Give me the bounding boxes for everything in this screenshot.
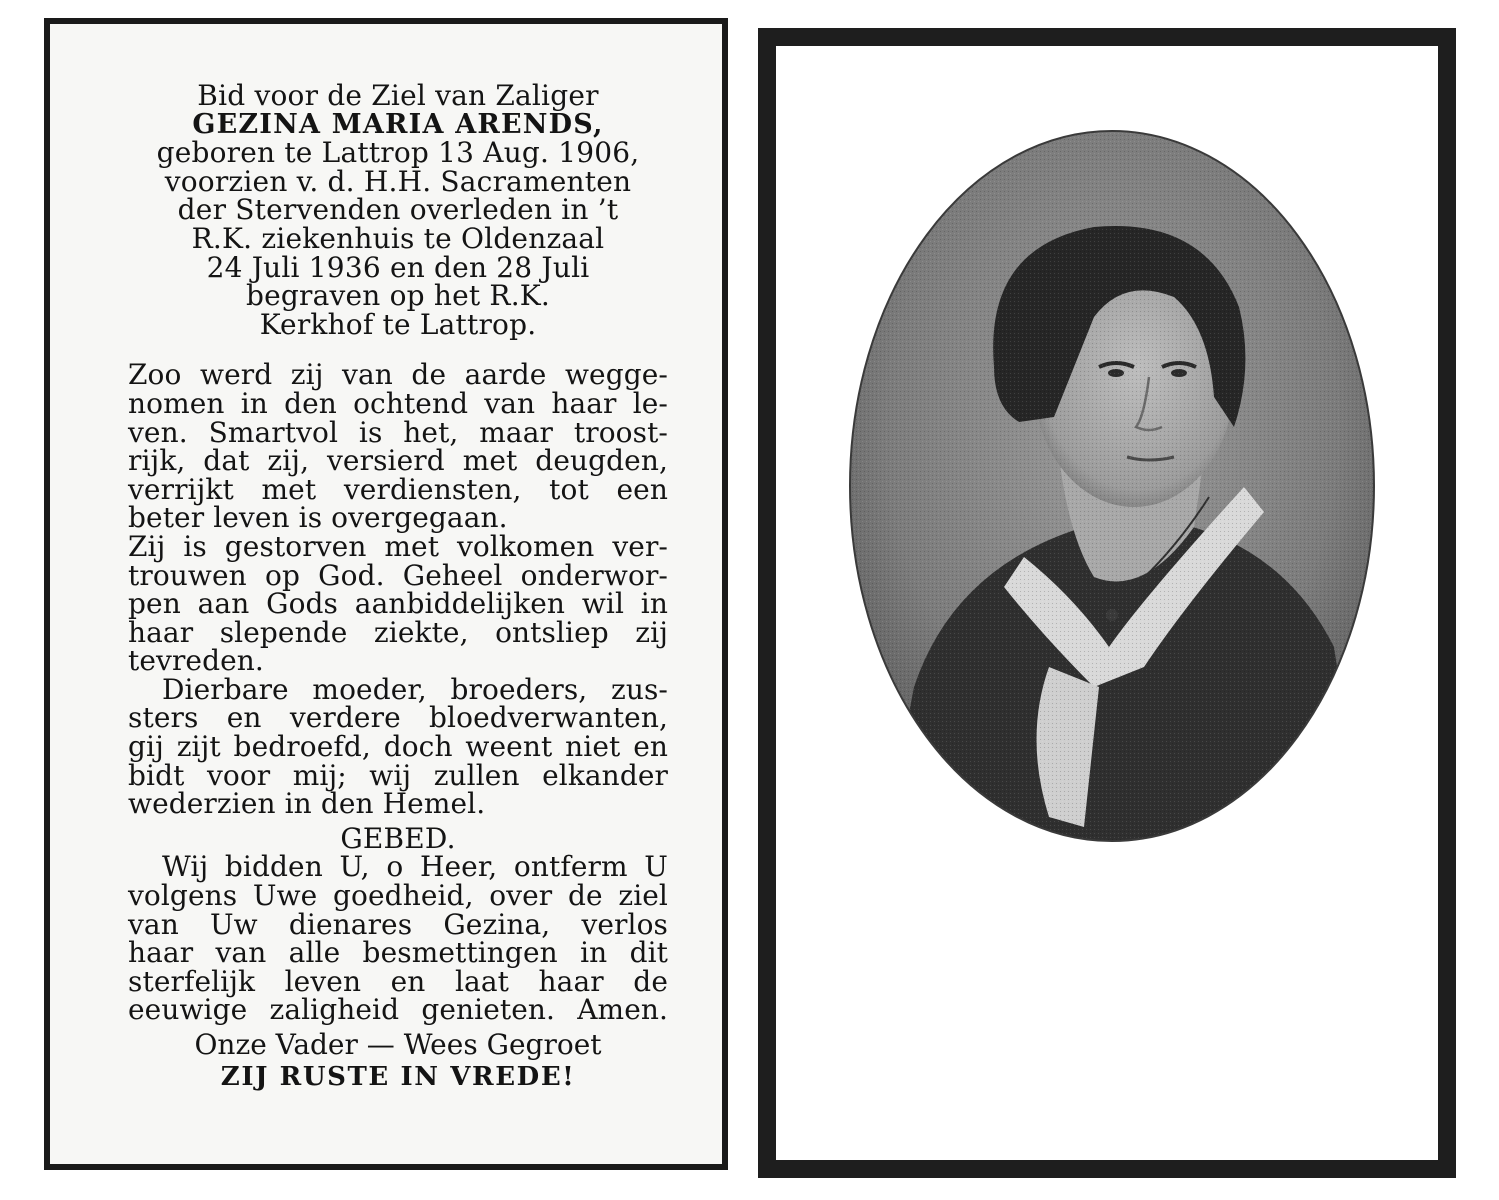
- birth-line: geboren te Lattrop 13 Aug. 1906,: [156, 136, 640, 170]
- portrait-photo: [844, 127, 1380, 845]
- text-line: Wij bidden U, o Heer, ontferm U: [162, 850, 668, 884]
- burial-line: begraven op het R.K.: [245, 279, 551, 313]
- text-line: haar van alle besmettingen in dit: [128, 936, 668, 970]
- sacraments-line: voorzien v. d. H.H. Sacramenten: [164, 164, 632, 198]
- text-line: haar slepende ziekte, ontsliep zij: [128, 615, 668, 649]
- memorial-text-body: [128, 79, 668, 1093]
- text-line: van Uw dienares Gezina, verlos: [128, 907, 668, 941]
- paragraph-removed-from-earth: [128, 358, 668, 535]
- text-line: trouwen op God. Geheel onderwor-: [128, 558, 668, 592]
- text-line: ven. Smartvol is het, maar troost-: [128, 415, 668, 449]
- paragraph-dear-mother: [128, 672, 668, 821]
- text-line: rijk, dat zij, versierd met deugden,: [128, 444, 668, 478]
- text-line: Dierbare moeder, broeders, zus-: [162, 672, 668, 706]
- text-line: bidt voor mij; wij zullen elkander: [128, 758, 668, 792]
- text-line: wederzien in den Hemel.: [128, 787, 486, 821]
- closing-prayers: Onze Vader — Wees Gegroet: [194, 1028, 602, 1061]
- memorial-text-card: [44, 18, 728, 1170]
- deceased-name: GEZINA MARIA ARENDS,: [192, 108, 604, 140]
- text-line: verrijkt met verdiensten, tot een: [128, 472, 668, 506]
- text-line: beter leven is overgegaan.: [128, 501, 508, 535]
- text-line: Zij is gestorven met volkomen ver-: [128, 529, 668, 563]
- text-line: eeuwige zaligheid genieten. Amen.: [128, 993, 668, 1027]
- dates-line: 24 Juli 1936 en den 28 Juli: [206, 250, 590, 284]
- text-line: pen aan Gods aanbiddelijken wil in: [128, 587, 668, 621]
- death-line: der Stervenden overleden in ’t: [177, 193, 619, 227]
- prayer-paragraph: [128, 850, 668, 1027]
- paragraph-died-trusting-god: [128, 529, 668, 678]
- text-line: sters en verdere bloedverwanten,: [128, 701, 668, 735]
- prayer-request-line: Bid voor de Ziel van Zaliger: [197, 79, 599, 112]
- hospital-line: R.K. ziekenhuis te Oldenzaal: [191, 221, 605, 255]
- text-line: gij zijt bedroefd, doch weent niet en: [128, 730, 668, 764]
- text-line: tevreden.: [128, 644, 264, 678]
- rest-in-peace: ZIJ RUSTE IN VREDE!: [220, 1062, 576, 1092]
- text-line: Zoo werd zij van de aarde wegge-: [128, 358, 668, 392]
- cemetery-line: Kerkhof te Lattrop.: [259, 307, 537, 341]
- text-line: volgens Uwe goedheid, over de ziel: [128, 879, 668, 913]
- prayer-title: GEBED.: [340, 821, 456, 855]
- text-line: sterfelijk leven en laat haar de: [128, 964, 668, 998]
- text-line: nomen in den ochtend van haar le-: [128, 386, 668, 420]
